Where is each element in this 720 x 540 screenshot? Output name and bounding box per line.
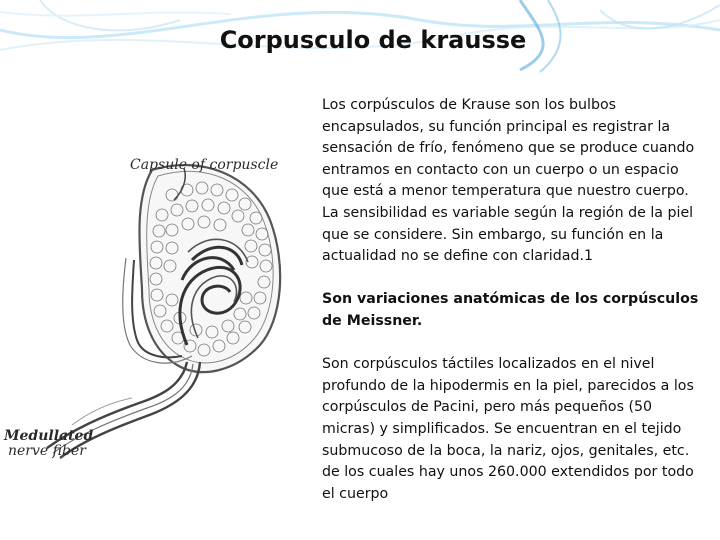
- paragraph-location: Son corpúsculos táctiles localizados en el nivel profundo de la hipodermis en la piel, parecidos a los corpúsculos de Pacini, pero más pequeños (50 micras) y simplificados. Se encuentran en el tejido submucoso de la boca, la nariz, ojos, genitales, etc. de los cuales hay unos 260.000 extendidos por todo el cuerpo: [322, 356, 694, 502]
- figure-label-capsule: Capsule of corpuscle: [130, 157, 279, 173]
- paragraph-variation: Son variaciones anatómicas de los corpúsculos de Meissner.: [322, 291, 699, 329]
- krause-corpuscle-illustration: [2, 140, 302, 470]
- paragraph-description: Los corpúsculos de Krause son los bulbos encapsulados, su función principal es registrar la sensación de frío, fenómeno que se produce cuando entramos en contacto con un cuerpo o un espacio que está a menor temperatura que nuestro cuerpo. La sensibilidad es variable según la región de la piel que se considere. Sin embargo, su función en la actualidad no se define con claridad.1: [322, 97, 695, 265]
- body-text-column: [322, 95, 702, 505]
- figure-label-nerve-line2: nerve fiber: [8, 443, 86, 459]
- figure-label-nerve-line1: Medullated: [4, 428, 94, 444]
- slide-title: Corpusculo de krausse: [219, 26, 527, 54]
